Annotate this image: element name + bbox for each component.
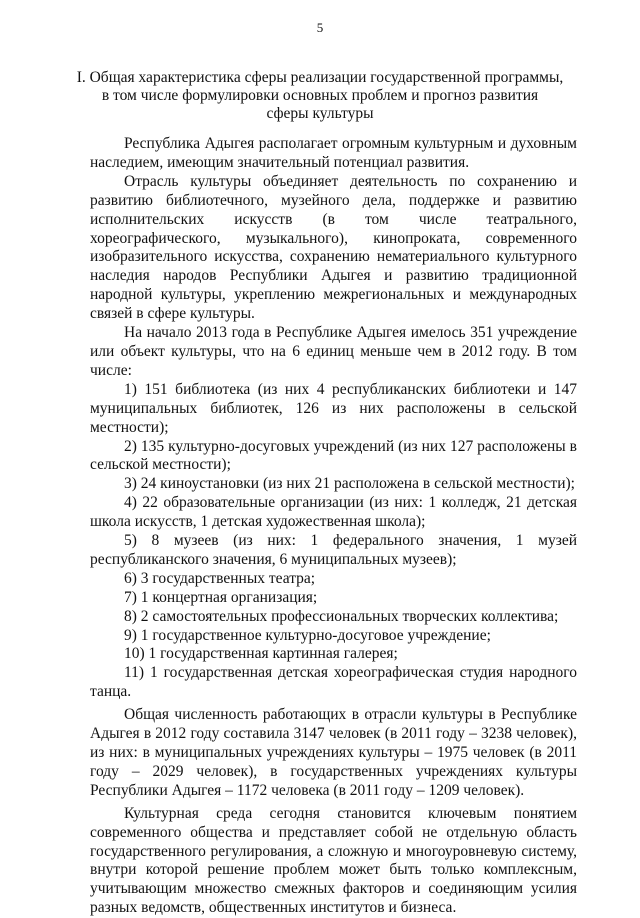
paragraph: Республика Адыгея располагает огромным культурным и духовным наследием, имеющим значительный потенциал развития.: [90, 135, 577, 171]
list-item: 5) 8 музеев (из них: 1 федерального значения, 1 музей республиканского значения, 6 муниципальных музеев);: [90, 532, 577, 568]
list-item: 3) 24 киноустановки (из них 21 расположена в сельской местности);: [124, 475, 575, 493]
list-item: 2) 135 культурно-досуговых учреждений (из них 127 расположены в сельской местности);: [90, 437, 577, 474]
paragraph: Отрасль культуры объединяет деятельность по сохранению и развитию библиотечного, музейного дела, поддержке и развитию исполнительских искусств (в том числе театрального, хореографического, музыкального), кинопроката, современного изобразительного искусства, сохранению нематериального культурного наследия народов Республики Адыгея и развитию традиционной народной культуры, укреплению межрегиональных и международных связей в сфере культуры.: [90, 172, 577, 323]
institutions-list: [90, 381, 577, 702]
document-body: [90, 135, 577, 918]
list-item: 10) 1 государственная картинная галерея;: [124, 645, 398, 663]
list-item: 9) 1 государственное культурно-досуговое учреждение;: [124, 626, 491, 644]
list-item: 8) 2 самостоятельных профессиональных творческих коллектива;: [124, 607, 559, 625]
list-item: 7) 1 концертная организация;: [124, 588, 318, 606]
heading-line: в том числе формулировки основных проблем и прогноз развития: [101, 87, 539, 104]
heading-line: сферы культуры: [266, 105, 374, 122]
list-item: 11) 1 государственная детская хореографическая студия народного танца.: [90, 664, 577, 701]
list-item: 1) 151 библиотека (из них 4 республиканских библиотеки и 147 муниципальных библиотек, 126 из них расположены в сельской местности);: [90, 380, 577, 436]
heading-line: I. Общая характеристика сферы реализации государственной программы,: [76, 69, 564, 86]
list-item: 6) 3 государственных театра;: [124, 569, 316, 587]
paragraph: Общая численность работающих в отрасли культуры в Республике Адыгея в 2012 году составила 3147 человек (в 2011 году – 3238 человек), из них: в муниципальных учреждениях культуры – 1975 человек (в 2011 году – 2029 человек), в государственных учреждениях культуры Республики Адыгея – 1172 человека (в 2011 году – 1209 человек).: [90, 706, 577, 799]
page-number: 5: [316, 20, 324, 35]
paragraph: Культурная среда сегодня становится ключевым понятием современного общества и представляет собой не отдельную область государственного регулирования, а сложную и многоуровневую систему, внутри которой решение проблем может быть только комплексным, учитывающим множество смежных факторов и соединяющим усилия разных ведомств, общественных институтов и бизнеса.: [90, 804, 577, 917]
paragraph: На начало 2013 года в Республике Адыгея имелось 351 учреждение или объект культуры, что на 6 единиц меньше чем в 2012 году. В том числе:: [90, 324, 577, 379]
list-item: 4) 22 образовательные организации (из них: 1 колледж, 21 детская школа искусств, 1 детская художественная школа);: [90, 494, 577, 531]
section-heading: [70, 69, 570, 123]
